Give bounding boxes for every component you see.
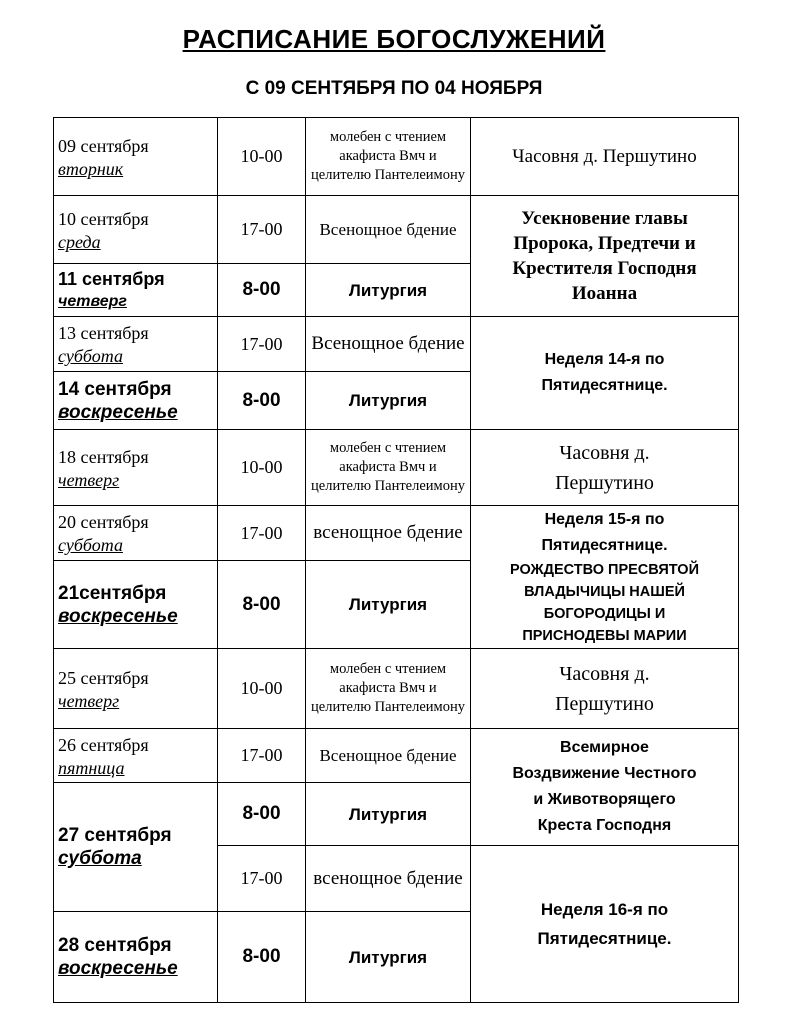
note-line: Пятидесятнице. bbox=[537, 929, 672, 948]
note-line: Усекновение главы bbox=[521, 208, 688, 229]
weekday-label: среда bbox=[58, 231, 101, 252]
weekday-label: суббота bbox=[58, 346, 123, 366]
note-line: Неделя 14-я по bbox=[544, 351, 665, 368]
note-line: Пятидесятнице. bbox=[541, 537, 668, 554]
weekday-label: воскресенье bbox=[58, 401, 178, 423]
note-line: Пятидесятнице. bbox=[541, 377, 668, 394]
service-cell: Литургия bbox=[306, 783, 471, 846]
service-cell: Литургия bbox=[306, 561, 471, 649]
time-cell: 17-00 bbox=[218, 729, 306, 783]
date-label: 09 сентября bbox=[58, 135, 149, 156]
weekday-label: четверг bbox=[58, 690, 120, 711]
date-label: 27 сентября bbox=[58, 825, 172, 846]
date-label: 28 сентября bbox=[58, 935, 172, 956]
time-cell: 10-00 bbox=[218, 430, 306, 506]
date-cell bbox=[54, 196, 218, 264]
service-cell: Всенощное бдение bbox=[306, 196, 471, 264]
note-cell bbox=[471, 649, 739, 729]
note-line: БОГОРОДИЦЫ И bbox=[543, 606, 666, 622]
time-cell: 10-00 bbox=[218, 649, 306, 729]
date-cell bbox=[54, 649, 218, 729]
date-cell bbox=[54, 912, 218, 1003]
note-cell bbox=[471, 196, 739, 317]
date-label: 14 сентября bbox=[58, 378, 172, 400]
date-label: 21сентября bbox=[58, 582, 167, 604]
note-line: ПРИСНОДЕВЫ МАРИИ bbox=[522, 628, 687, 644]
time-cell: 8-00 bbox=[218, 372, 306, 430]
note-cell bbox=[471, 506, 739, 649]
weekday-label: вторник bbox=[58, 158, 124, 179]
date-cell bbox=[54, 372, 218, 430]
service-cell: молебен с чтением акафиста Вмч и целителю Пантелеимону bbox=[306, 118, 471, 196]
table-row bbox=[54, 649, 739, 729]
date-cell bbox=[54, 729, 218, 783]
service-cell: Всенощное бдение bbox=[306, 729, 471, 783]
weekday-label: суббота bbox=[58, 848, 142, 869]
time-cell: 17-00 bbox=[218, 846, 306, 912]
service-cell: молебен с чтением акафиста Вмч и целителю Пантелеимону bbox=[306, 649, 471, 729]
table-row bbox=[54, 118, 739, 196]
note-line: Крестителя Господня bbox=[512, 258, 697, 279]
note-line: Всемирное bbox=[560, 739, 649, 756]
weekday-label: суббота bbox=[58, 535, 123, 555]
note-line: Часовня д. bbox=[559, 441, 650, 464]
note-cell bbox=[471, 118, 739, 196]
note-line: Першутино bbox=[555, 692, 654, 715]
weekday-label: воскресенье bbox=[58, 605, 178, 627]
date-label: 10 сентября bbox=[58, 208, 149, 229]
table-row bbox=[54, 196, 739, 264]
service-cell: молебен с чтением акафиста Вмч и целителю Пантелеимону bbox=[306, 430, 471, 506]
note-line: Часовня д. bbox=[559, 662, 650, 685]
service-cell: Литургия bbox=[306, 912, 471, 1003]
page-subtitle: С 09 СЕНТЯБРЯ ПО 04 НОЯБРЯ bbox=[245, 78, 543, 99]
table-row bbox=[54, 317, 739, 372]
date-cell bbox=[54, 264, 218, 317]
service-cell: Литургия bbox=[306, 264, 471, 317]
table-row bbox=[54, 506, 739, 561]
note-cell bbox=[471, 846, 739, 1003]
weekday-label: пятница bbox=[58, 757, 125, 778]
date-cell bbox=[54, 118, 218, 196]
weekday-label: четверг bbox=[58, 469, 120, 490]
date-label: 11 сентября bbox=[58, 269, 165, 289]
service-cell: Литургия bbox=[306, 372, 471, 430]
page-title: РАСПИСАНИЕ БОГОСЛУЖЕНИЙ bbox=[182, 24, 606, 54]
note-line: Першутино bbox=[555, 471, 654, 494]
note-cell bbox=[471, 317, 739, 430]
table-row bbox=[54, 430, 739, 506]
service-cell: всенощное бдение bbox=[306, 506, 471, 561]
table-row bbox=[54, 729, 739, 783]
note-text: Часовня д. Першутино bbox=[512, 146, 697, 167]
date-cell bbox=[54, 506, 218, 561]
note-line: Неделя 15-я по bbox=[544, 511, 665, 528]
date-cell bbox=[54, 317, 218, 372]
service-cell: всенощное бдение bbox=[306, 846, 471, 912]
date-cell bbox=[54, 430, 218, 506]
date-label: 13 сентября bbox=[58, 323, 149, 343]
note-line: Воздвижение Честного bbox=[512, 765, 697, 782]
schedule-table bbox=[53, 117, 739, 1003]
date-cell bbox=[54, 561, 218, 649]
time-cell: 8-00 bbox=[218, 264, 306, 317]
date-label: 26 сентября bbox=[58, 734, 149, 755]
note-cell bbox=[471, 430, 739, 506]
time-cell: 17-00 bbox=[218, 317, 306, 372]
date-label: 25 сентября bbox=[58, 667, 149, 688]
time-cell: 10-00 bbox=[218, 118, 306, 196]
weekday-label: воскресенье bbox=[58, 958, 178, 979]
time-cell: 8-00 bbox=[218, 561, 306, 649]
date-label: 18 сентября bbox=[58, 446, 149, 467]
note-line: Неделя 16-я по bbox=[540, 900, 669, 919]
time-cell: 17-00 bbox=[218, 506, 306, 561]
note-line: и Животворящего bbox=[533, 791, 676, 808]
note-line: РОЖДЕСТВО ПРЕСВЯТОЙ bbox=[509, 562, 700, 578]
service-cell: Всенощное бдение bbox=[306, 317, 471, 372]
note-line: ВЛАДЫЧИЦЫ НАШЕЙ bbox=[524, 584, 685, 600]
note-line: Креста Господня bbox=[537, 817, 672, 834]
date-label: 20 сентября bbox=[58, 512, 149, 532]
time-cell: 8-00 bbox=[218, 912, 306, 1003]
note-line: Пророка, Предтечи и bbox=[513, 233, 696, 254]
date-cell bbox=[54, 783, 218, 912]
time-cell: 17-00 bbox=[218, 196, 306, 264]
note-line: Иоанна bbox=[571, 283, 638, 304]
note-cell bbox=[471, 729, 739, 846]
weekday-label: четверг bbox=[58, 293, 127, 310]
time-cell: 8-00 bbox=[218, 783, 306, 846]
